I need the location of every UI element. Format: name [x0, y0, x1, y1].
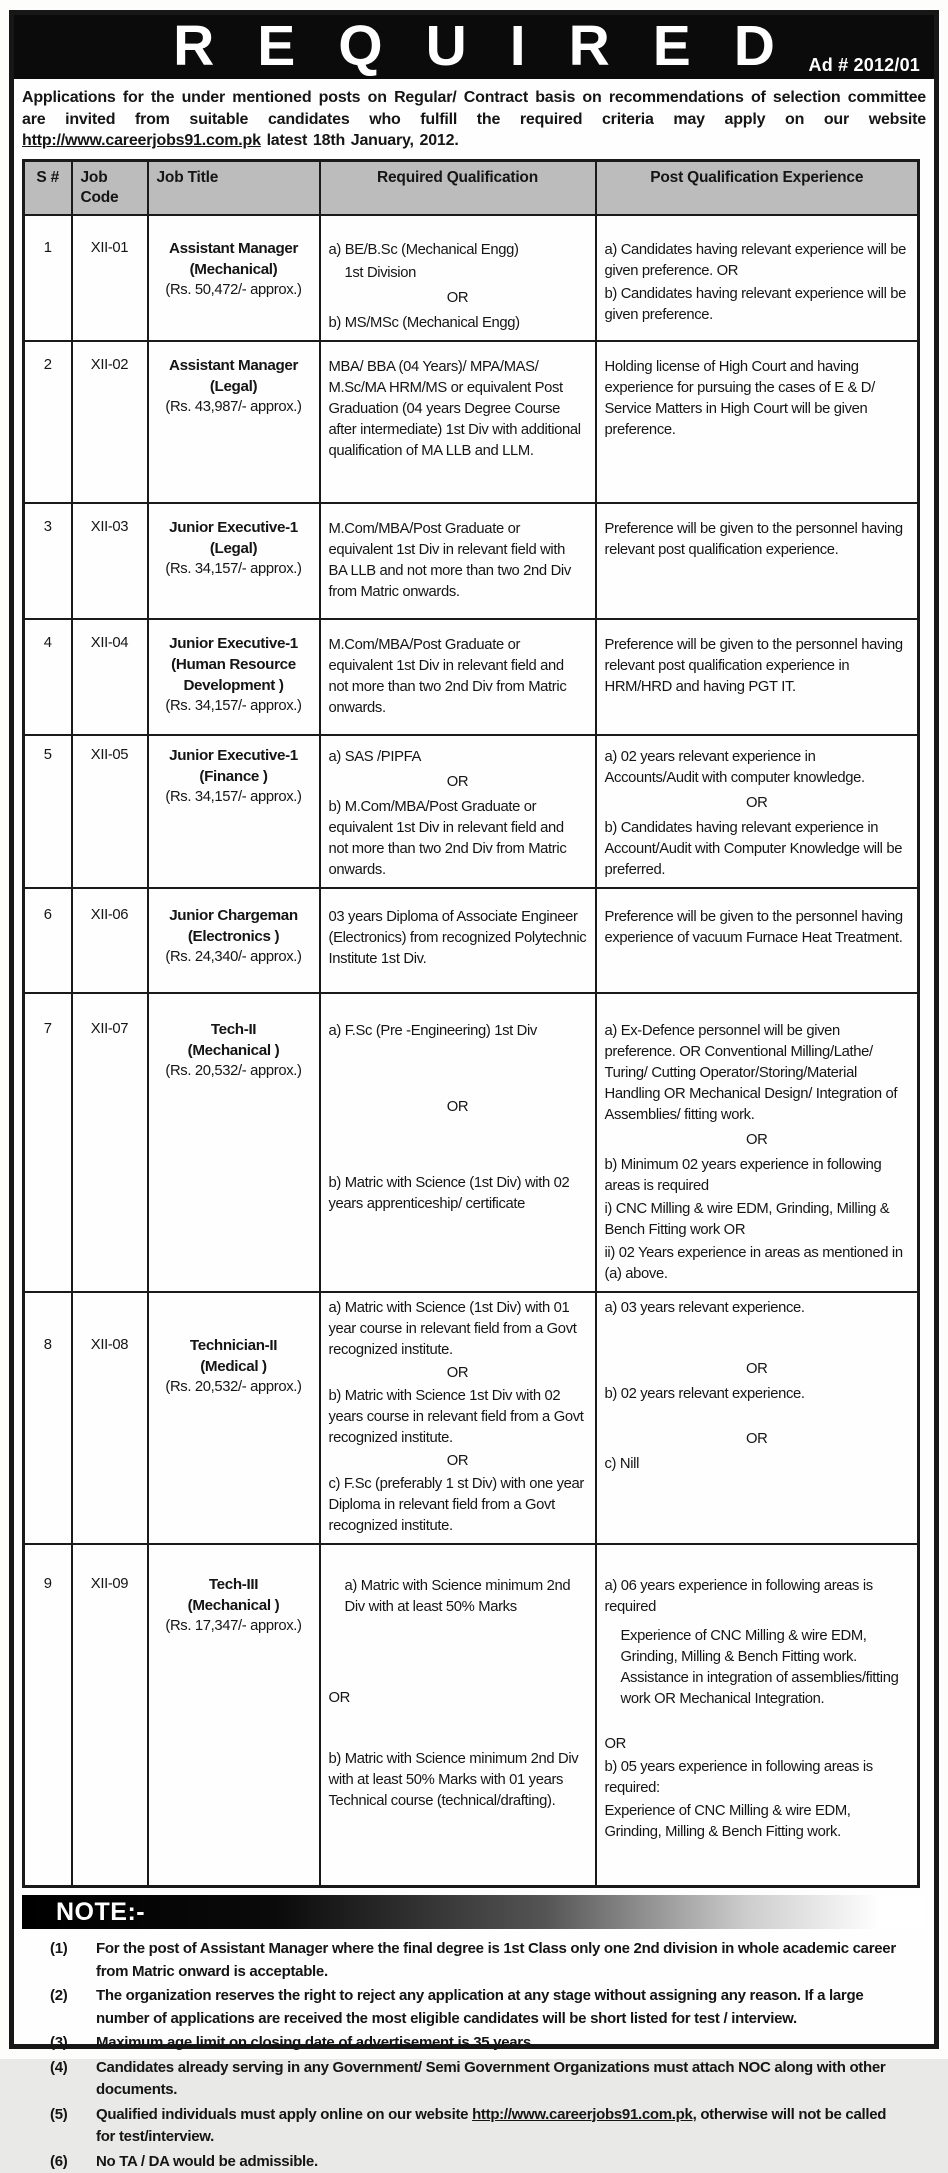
qualification-line: OR — [329, 1097, 587, 1118]
job-title-name: (Legal) — [157, 538, 311, 559]
serial-cell: 8 — [24, 1292, 72, 1544]
experience-cell — [596, 993, 919, 1292]
qualification-line: b) Matric with Science (1st Div) with 02 years apprenticeship/ certificate — [329, 1173, 587, 1215]
job-title-name: Assistant Manager — [157, 238, 311, 259]
job-salary: (Rs. 20,532/- approx.) — [157, 1377, 311, 1398]
experience-line: a) Candidates having relevant experience will be given preference. OR — [605, 240, 910, 282]
experience-line: OR — [605, 1429, 910, 1450]
experience-line: b) 05 years experience in following areas is required: — [605, 1757, 910, 1799]
experience-cell — [596, 888, 919, 993]
qualification-line: OR — [329, 772, 587, 793]
note-number: (3) — [22, 2032, 96, 2055]
experience-line: c) Nill — [605, 1454, 910, 1475]
experience-line: b) 02 years relevant experience. — [605, 1384, 910, 1405]
job-code-cell: XII-04 — [72, 619, 148, 735]
qualification-line: MBA/ BBA (04 Years)/ MPA/MAS/ M.Sc/MA HRM/MS or equivalent Post Graduation (04 years Degree Course after intermediate) 1st Div with additional qualification of MA LLB and LLM. — [329, 357, 587, 462]
job-title-cell — [148, 1292, 320, 1544]
table-row — [24, 888, 919, 993]
qualification-line: OR — [329, 1688, 587, 1709]
qualification-line: M.Com/MBA/Post Graduate or equivalent 1st Div in relevant field with BA LLB and not more than two 2nd Div from Matric onwards. — [329, 519, 587, 603]
job-title-name: (Human Resource Development ) — [157, 654, 311, 696]
qualification-line: M.Com/MBA/Post Graduate or equivalent 1st Div in relevant field and not more than two 2nd Div from Matric onwards. — [329, 635, 587, 719]
table-row — [24, 993, 919, 1292]
job-title-name: (Mechanical) — [157, 259, 311, 280]
deadline-date: 18th January, 2012. — [313, 132, 459, 149]
job-title-cell — [148, 735, 320, 888]
qualification-line: c) F.Sc (preferably 1 st Div) with one year Diploma in relevant field from a Govt recognized institute. — [329, 1474, 587, 1537]
ad-number: Ad # 2012/01 — [809, 55, 920, 76]
qualification-cell — [320, 341, 596, 503]
experience-line: Holding license of High Court and having experience for pursuing the cases of E & D/ Service Matters in High Court will be given preference. — [605, 357, 910, 441]
note-number: (2) — [22, 1985, 96, 2030]
qualification-cell — [320, 735, 596, 888]
experience-line: b) Candidates having relevant experience will be given preference. — [605, 284, 910, 326]
qualification-line: b) Matric with Science minimum 2nd Div with at least 50% Marks with 01 years Technical course (technical/drafting). — [329, 1749, 587, 1812]
qualification-cell — [320, 993, 596, 1292]
experience-line: b) Minimum 02 years experience in following areas is required — [605, 1155, 910, 1197]
job-salary: (Rs. 24,340/- approx.) — [157, 947, 311, 968]
experience-line: a) 06 years experience in following areas is required — [605, 1576, 910, 1618]
page-border-frame — [9, 10, 939, 2049]
jobs-table — [22, 159, 920, 1889]
job-title-cell — [148, 1544, 320, 1887]
job-code-cell: XII-01 — [72, 215, 148, 341]
job-code-cell: XII-08 — [72, 1292, 148, 1544]
qualification-line: OR — [329, 1363, 587, 1384]
job-salary: (Rs. 20,532/- approx.) — [157, 1061, 311, 1082]
table-row — [24, 341, 919, 503]
note-item — [22, 2057, 926, 2102]
experience-cell — [596, 1544, 919, 1887]
experience-line: OR — [605, 1130, 910, 1151]
job-title-cell — [148, 619, 320, 735]
job-title-name: Junior Chargeman — [157, 905, 311, 926]
qualification-cell — [320, 888, 596, 993]
qualification-line: OR — [329, 288, 587, 309]
column-header-qualification: Required Qualification — [320, 160, 596, 215]
qualification-line: 1st Division — [329, 263, 587, 284]
job-salary: (Rs. 50,472/- approx.) — [157, 280, 311, 301]
qualification-line: b) M.Com/MBA/Post Graduate or equivalent 1st Div in relevant field and not more than two 2nd Div from Matric onwards. — [329, 797, 587, 881]
experience-line: ii) 02 Years experience in areas as mentioned in (a) above. — [605, 1243, 910, 1285]
job-title-name: Junior Executive-1 — [157, 745, 311, 766]
job-title-name: (Medical ) — [157, 1356, 311, 1377]
table-row — [24, 1544, 919, 1887]
note-item — [22, 1985, 926, 2030]
job-code-cell: XII-07 — [72, 993, 148, 1292]
qualification-cell — [320, 215, 596, 341]
experience-line: a) Ex-Defence personnel will be given preference. OR Conventional Milling/Lathe/ Turing/ Cutting Operator/Storing/Material Handling OR Mechanical Design/ Integration of Assemblies/ fitting work. — [605, 1021, 910, 1126]
qualification-cell — [320, 503, 596, 619]
note-number: (6) — [22, 2151, 96, 2173]
column-header-job-title: Job Title — [148, 160, 320, 215]
intro-paragraph — [22, 87, 926, 152]
serial-cell: 7 — [24, 993, 72, 1292]
serial-cell: 1 — [24, 215, 72, 341]
experience-cell — [596, 341, 919, 503]
qualification-line: a) F.Sc (Pre -Engineering) 1st Div — [329, 1021, 587, 1042]
note-text: Maximum age limit on closing date of advertisement is 35 years. — [96, 2032, 926, 2055]
intro-text: Applications for the under mentioned posts on Regular/ Contract basis on recommendations of selection committee are invited from suitable candidates who fulfill the required criteria may apply on our website — [22, 89, 926, 128]
experience-cell — [596, 1292, 919, 1544]
job-title-name: Technician-II — [157, 1335, 311, 1356]
note-item — [22, 2032, 926, 2055]
qualification-line: a) Matric with Science (1st Div) with 01 year course in relevant field from a Govt recognized institute. — [329, 1298, 587, 1361]
experience-line: a) 03 years relevant experience. — [605, 1298, 910, 1319]
note-item — [22, 1938, 926, 1983]
notes-list — [22, 1938, 926, 2173]
qualification-line: OR — [329, 1451, 587, 1472]
job-title-name: (Legal) — [157, 376, 311, 397]
page-title: REQUIRED — [14, 15, 934, 77]
experience-cell — [596, 619, 919, 735]
experience-cell — [596, 215, 919, 341]
note-text: No TA / DA would be admissible. — [96, 2151, 926, 2173]
qualification-line: a) BE/B.Sc (Mechanical Engg) — [329, 240, 587, 261]
note-item — [22, 2151, 926, 2173]
qualification-line: a) Matric with Science minimum 2nd Div with at least 50% Marks — [329, 1576, 587, 1618]
job-title-name: Assistant Manager — [157, 355, 311, 376]
job-code-cell: XII-09 — [72, 1544, 148, 1887]
qualification-cell — [320, 1544, 596, 1887]
qualification-cell — [320, 619, 596, 735]
job-title-name: (Mechanical ) — [157, 1040, 311, 1061]
job-code-cell: XII-06 — [72, 888, 148, 993]
table-row — [24, 735, 919, 888]
website-link[interactable]: http://www.careerjobs91.com.pk — [22, 132, 261, 149]
table-row — [24, 619, 919, 735]
note-bar — [22, 1895, 926, 1929]
experience-line: OR — [605, 1734, 910, 1755]
qualification-line: b) Matric with Science 1st Div with 02 years course in relevant field from a Govt recognized institute. — [329, 1386, 587, 1449]
job-title-cell — [148, 503, 320, 619]
experience-cell — [596, 503, 919, 619]
qualification-cell — [320, 1292, 596, 1544]
table-row — [24, 503, 919, 619]
experience-line: Experience of CNC Milling & wire EDM, Grinding, Milling & Bench Fitting work. — [605, 1801, 910, 1843]
table-header-row — [24, 160, 919, 215]
serial-cell: 6 — [24, 888, 72, 993]
experience-line: i) CNC Milling & wire EDM, Grinding, Milling & Bench Fitting work OR — [605, 1199, 910, 1241]
job-title-name: Junior Executive-1 — [157, 517, 311, 538]
note-item — [22, 2104, 926, 2149]
job-title-name: (Mechanical ) — [157, 1595, 311, 1616]
experience-line: Preference will be given to the personnel having relevant post qualification experience in HRM/HRD and having PGT IT. — [605, 635, 910, 698]
experience-line: b) Candidates having relevant experience in Account/Audit with Computer Knowledge will be preferred. — [605, 818, 910, 881]
note-number: (5) — [22, 2104, 96, 2149]
job-title-cell — [148, 341, 320, 503]
intro-after-link: latest — [267, 132, 308, 149]
job-salary: (Rs. 34,157/- approx.) — [157, 696, 311, 717]
job-title-name: (Electronics ) — [157, 926, 311, 947]
job-salary: (Rs. 17,347/- approx.) — [157, 1616, 311, 1637]
qualification-line: a) SAS /PIPFA — [329, 747, 587, 768]
note-text — [96, 2104, 926, 2149]
experience-cell — [596, 735, 919, 888]
serial-cell: 5 — [24, 735, 72, 888]
job-title-cell — [148, 215, 320, 341]
job-code-cell: XII-02 — [72, 341, 148, 503]
table-row — [24, 1292, 919, 1544]
note-text-before-link: Qualified individuals must apply online on our website — [96, 2106, 468, 2123]
job-title-name: Junior Executive-1 — [157, 633, 311, 654]
note-text: For the post of Assistant Manager where the final degree is 1st Class only one 2nd division in whole academic career from Matric onward is acceptable. — [96, 1938, 926, 1983]
experience-line: Preference will be given to the personnel having relevant post qualification experience. — [605, 519, 910, 561]
serial-cell: 4 — [24, 619, 72, 735]
website-link[interactable]: http://www.careerjobs91.com.pk, — [472, 2106, 696, 2123]
column-header-serial: S # — [24, 160, 72, 215]
note-text: Candidates already serving in any Government/ Semi Government Organizations must attach NOC along with other documents. — [96, 2057, 926, 2102]
qualification-line: b) MS/MSc (Mechanical Engg) — [329, 313, 587, 334]
experience-line: Preference will be given to the personnel having experience of vacuum Furnace Heat Treatment. — [605, 907, 910, 949]
job-title-name: (Finance ) — [157, 766, 311, 787]
experience-line: a) 02 years relevant experience in Accounts/Audit with computer knowledge. — [605, 747, 910, 789]
note-text: The organization reserves the right to reject any application at any stage without assigning any reason. If a large number of applications are received the most eligible candidates will be short listed for test / interview. — [96, 1985, 926, 2030]
header-banner — [14, 15, 934, 79]
serial-cell: 2 — [24, 341, 72, 503]
note-text-after-link: otherwise will not be called for test/interview. — [96, 2106, 886, 2146]
qualification-line: 03 years Diploma of Associate Engineer (Electronics) from recognized Polytechnic Institute 1st Div. — [329, 907, 587, 970]
table-row — [24, 215, 919, 341]
experience-line: OR — [605, 1359, 910, 1380]
job-title-name: Tech-II — [157, 1019, 311, 1040]
job-title-cell — [148, 888, 320, 993]
job-salary: (Rs. 34,157/- approx.) — [157, 787, 311, 808]
job-code-cell: XII-05 — [72, 735, 148, 888]
job-title-cell — [148, 993, 320, 1292]
experience-line: OR — [605, 793, 910, 814]
experience-line: Experience of CNC Milling & wire EDM, Grinding, Milling & Bench Fitting work. Assistance in integration of assemblies/fitting work OR Mechanical Integration. — [605, 1626, 910, 1710]
note-heading: NOTE:- — [22, 1895, 145, 1929]
column-header-experience: Post Qualification Experience — [596, 160, 919, 215]
serial-cell: 9 — [24, 1544, 72, 1887]
job-salary: (Rs. 34,157/- approx.) — [157, 559, 311, 580]
job-code-cell: XII-03 — [72, 503, 148, 619]
job-title-name: Tech-III — [157, 1574, 311, 1595]
serial-cell: 3 — [24, 503, 72, 619]
note-number: (4) — [22, 2057, 96, 2102]
note-number: (1) — [22, 1938, 96, 1983]
column-header-job-code: Job Code — [72, 160, 148, 215]
job-salary: (Rs. 43,987/- approx.) — [157, 397, 311, 418]
